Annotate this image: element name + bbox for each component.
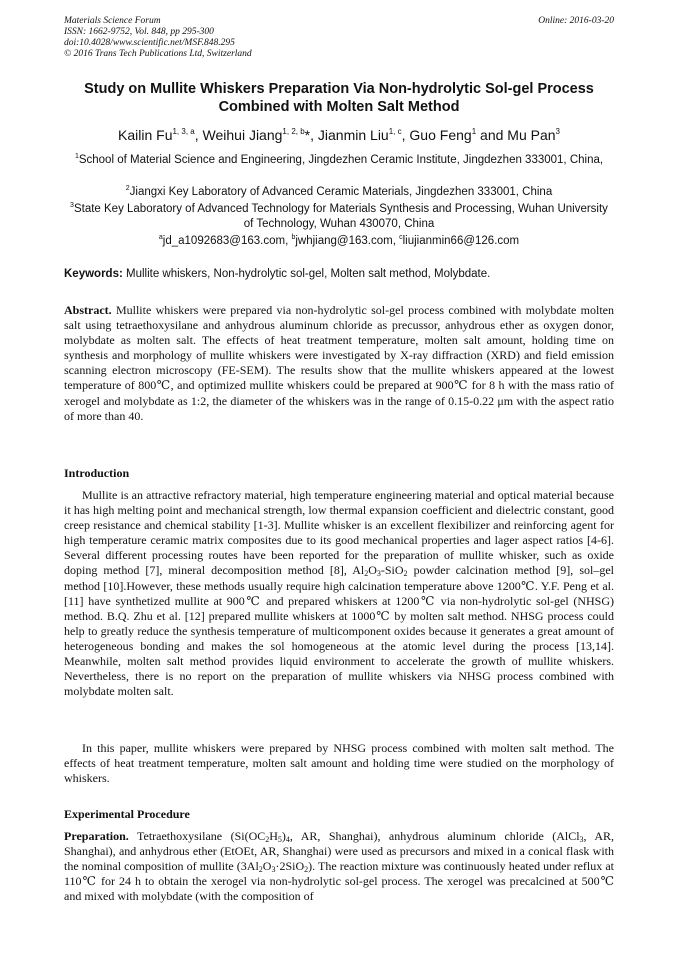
email-sup: a <box>158 234 163 241</box>
subscript: 2 <box>304 865 309 875</box>
experimental-heading: Experimental Procedure <box>64 807 190 821</box>
email-link[interactable]: jd_a1092683@163.com, <box>162 235 292 247</box>
journal-name: Materials Science Forum <box>64 16 161 26</box>
affiliation-sup: 1 <box>74 153 79 160</box>
affiliation-sup: 3 <box>70 202 74 209</box>
journal-header <box>64 16 252 60</box>
abstract <box>64 303 614 424</box>
affiliation-2 <box>64 182 614 200</box>
email-link[interactable]: jwhjiang@163.com, <box>295 235 400 247</box>
affiliation-text: Jiangxi Key Laboratory of Advanced Ceramic Materials, Jingdezhen 333001, China <box>129 186 553 198</box>
text-run: Mullite is an attractive refractory material, high temperature engineering material and optical material because it has high melting point and mechanical strength, low thermal expansion coefficient and dielectric constant, good creep resistance and chemical stability [1-3]. Mullite whisker is an excellent flexibilizer and reinforcing agent for high temperature ceramic matrix composites due to its good mechanical properties and lager aspect ratios [4-6]. Several different processing routes have been reported for the preparation of mullite whisker, such as oxide doping method [7], mineral decomposition method [8], Al <box>64 488 614 578</box>
preparation-paragraph <box>64 829 614 904</box>
subscript: 2 <box>258 865 263 875</box>
author-sup: 1, 2, b <box>282 127 305 136</box>
subscript: 3 <box>579 835 584 844</box>
author-sup: 3 <box>555 127 560 136</box>
author-name: Weihui Jiang <box>202 127 283 143</box>
author-list <box>64 123 614 144</box>
affiliation-1 <box>64 150 614 168</box>
text-run: H <box>269 829 278 843</box>
introduction-paragraph-2: In this paper, mullite whiskers were prepared by NHSG process combined with molten salt method. The effects of heat treatment temperature, molten salt amount and holding time were studied on the morphology of whiskers. <box>64 741 614 786</box>
affiliation-text: School of Material Science and Engineering, Jingdezhen Ceramic Institute, Jingdezhen 333001, China, <box>78 154 604 166</box>
affiliation-3 <box>64 199 614 231</box>
subscript: 3 <box>271 865 276 875</box>
text-run: ). The reaction mixture was continuously heated under reflux at 110℃ for 24 h to obtain the xerogel via non-hydrolytic sol-gel process. The xerogel was precalcined at 500℃ and mixed with molybdate (with the composition of <box>64 859 615 904</box>
text-run: O <box>368 563 377 578</box>
affiliation-text: State Key Laboratory of Advanced Technology for Materials Synthesis and Processing, Wuhan University of Technology, Wuhan 430070, China <box>73 203 608 230</box>
keywords <box>64 267 614 281</box>
subscript: 5 <box>277 835 282 844</box>
keywords-label: Keywords: <box>64 268 123 280</box>
keywords-text: Mullite whiskers, Non-hydrolytic sol-gel, Molten salt method, Molybdate. <box>122 268 491 280</box>
text-run: ) <box>281 829 286 843</box>
email-sup: c <box>399 234 403 241</box>
author-name: Mu Pan <box>507 127 556 143</box>
text-run: , AR, Shanghai), and anhydrous ether (EtOEt, AR, Shanghai) were used as precursors and mixed in a conical flask with the nominal composition of mullite (3Al <box>64 829 614 874</box>
issn-line: ISSN: 1662-9752, Vol. 848, pp 295-300 <box>64 27 214 37</box>
email-link[interactable]: liujianmin66@126.com <box>402 235 520 247</box>
author-sep: , <box>401 127 410 143</box>
text-run: -SiO <box>380 563 404 578</box>
author-name: Jianmin Liu <box>317 127 389 143</box>
preparation-label: Preparation. <box>64 829 129 843</box>
copyright-line: © 2016 Trans Tech Publications Ltd, Switzerland <box>64 49 252 59</box>
author-name: Guo Feng <box>409 127 472 143</box>
subscript: 3 <box>376 569 381 579</box>
author-sup: 1 <box>471 127 477 136</box>
email-line <box>64 231 614 249</box>
subscript: 4 <box>285 835 290 844</box>
subscript: 2 <box>403 569 408 579</box>
author-name: Kailin Fu <box>118 127 173 143</box>
affiliation-sup: 2 <box>125 185 130 192</box>
abstract-label: Abstract. <box>64 303 112 317</box>
subscript: 2 <box>364 569 369 579</box>
abstract-text: Mullite whiskers were prepared via non-hydrolytic sol-gel process combined with molybdate molten salt using tetraethoxysilane and anhydrous aluminum chloride as precussor, anhydrous ether as oxygen donor, molybdate as molten salt. The effects of heat treatment temperature, molten salt amount, holding time on synthesis and morphology of mullite whiskers were investigated by X-ray diffraction (XRD) and field emission scanning electron microscopy (FE-SEM). The results show that the mullite whiskers appeared at the lowest temperature of 800℃, and optimized mullite whiskers could be prepared at 900℃ for 8 h with the mass ratio of xerogel and molybdate as 1:2, the diameter of the whiskers was in the range of 0.15-0.22 μm with the aspect ratio of more than 40. <box>64 303 614 423</box>
text-run: ·2SiO <box>275 859 305 874</box>
author-sup: 1, 3, a <box>172 127 195 136</box>
subscript: 2 <box>265 835 270 844</box>
text-run: , AR, Shanghai), anhydrous aluminum chloride (AlCl <box>289 829 580 843</box>
online-date: Online: 2016-03-20 <box>538 16 614 26</box>
text-run: O <box>262 859 272 874</box>
text-run: Tetraethoxysilane (Si(OC <box>128 829 266 843</box>
introduction-paragraph-1 <box>64 488 614 699</box>
email-sup: b <box>291 234 296 241</box>
doi-line: doi:10.4028/www.scientific.net/MSF.848.295 <box>64 38 235 48</box>
text-run: powder calcination method [9], sol–gel method [10].However, these methods usually require high calcination temperature above 1200℃. Y.F. Peng et al. [11] have synthetized mullite at 900℃ and prepared whiskers at 1200℃ via non-hydrolytic sol-gel (NHSG) method. B.Q. Zhu et al. [12] prepared mullite whiskers at 1000℃ by molten salt method. NHSG process could help to greatly reduce the synthesis temperature of multicomponent oxides because it generates a great amount of heterogeneous bonding and makes the sol homogeneous at the atomic level during the process [13,14]. Meanwhile, molten salt method provides liquid environment to accelerate the growth of mullite whiskers. Nevertheless, there is no report on the preparation of mullite whiskers via NHSG process combined with molybdate molten salt. <box>64 563 615 699</box>
introduction-heading: Introduction <box>64 466 130 480</box>
author-sep: , <box>194 127 203 143</box>
author-sep: *, <box>304 127 318 143</box>
author-sup: 1, c <box>388 127 402 136</box>
paper-title: Study on Mullite Whiskers Preparation Via Non-hydrolytic Sol-gel Process Combined with Molten Salt Method <box>84 81 594 115</box>
author-sep: and <box>476 127 508 143</box>
